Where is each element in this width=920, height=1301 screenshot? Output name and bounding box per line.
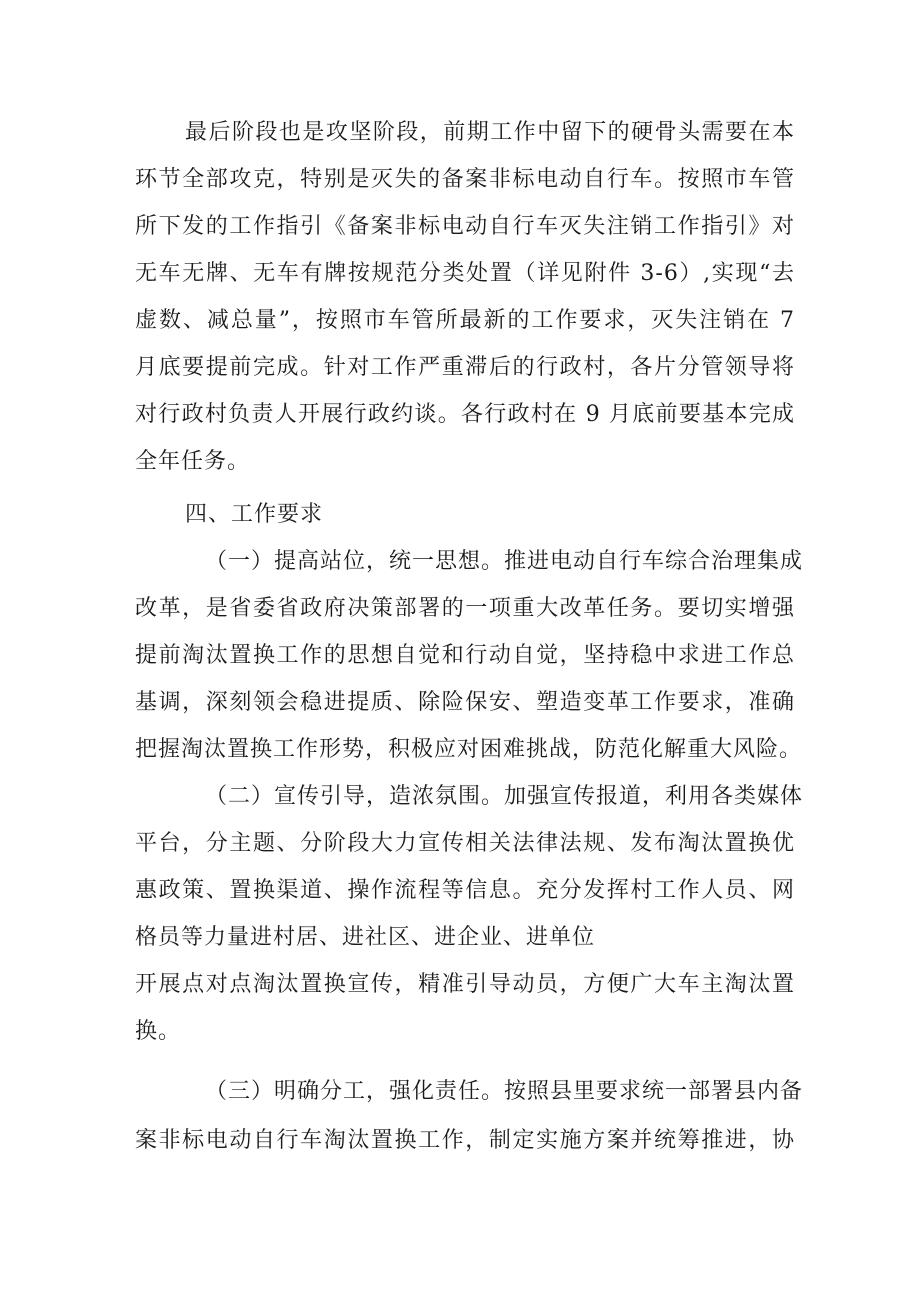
- paragraph-line: 案非标电动自行车淘汰置换工作，制定实施方案并统筹推进，协: [135, 1128, 795, 1153]
- paragraph-line: 换。: [135, 1019, 182, 1044]
- paragraph-line: 把握淘汰置换工作形势，积极应对困难挑战，防范化解重大风险。: [135, 737, 803, 762]
- paragraph-line: 环节全部攻克，特别是灭失的备案非标电动自行车。按照市车管: [135, 167, 795, 192]
- paragraph-line: 开展点对点淘汰置换宣传，精准引导动员，方便广大车主淘汰置: [135, 972, 795, 997]
- paragraph-line: （三）明确分工，强化责任。按照县里要求统一部署县内备: [205, 1079, 804, 1104]
- paragraph-line: 最后阶段也是攻坚阶段，前期工作中留下的硬骨头需要在本: [185, 120, 795, 145]
- section-heading: 四、工作要求: [185, 502, 324, 527]
- paragraph-line: 虚数、减总量”，按照市车管所最新的工作要求，灭失注销在 7: [135, 308, 795, 333]
- paragraph-line: 惠政策、置换渠道、操作流程等信息。充分发挥村工作人员、网: [135, 878, 795, 903]
- paragraph-line: （一）提高站位，统一思想。推进电动自行车综合治理集成: [205, 549, 804, 574]
- paragraph-line: 格员等力量进村居、进社区、进企业、进单位: [135, 925, 596, 950]
- paragraph-line: 改革，是省委省政府决策部署的一项重大改革任务。要切实增强: [135, 596, 795, 621]
- paragraph-line: 对行政村负责人开展行政约谈。各行政村在 9 月底前要基本完成: [135, 402, 795, 427]
- paragraph-line: 提前淘汰置换工作的思想自觉和行动自觉，坚持稳中求进工作总: [135, 643, 795, 668]
- paragraph-line: 所下发的工作指引《备案非标电动自行车灭失注销工作指引》对: [135, 214, 795, 239]
- paragraph-line: 月底要提前完成。针对工作严重滞后的行政村，各片分管领导将: [135, 355, 795, 380]
- paragraph-line: 全年任务。: [135, 449, 251, 474]
- paragraph-line: 基调，深刻领会稳进提质、除险保安、塑造变革工作要求，准确: [135, 690, 795, 715]
- paragraph-line: 平台，分主题、分阶段大力宣传相关法律法规、发布淘汰置换优: [135, 831, 795, 856]
- paragraph-line: 无车无牌、无车有牌按规范分类处置（详见附件 3-6）,实现“去: [135, 261, 795, 286]
- paragraph-line: （二）宣传引导，造浓氛围。加强宣传报道，利用各类媒体: [205, 784, 804, 809]
